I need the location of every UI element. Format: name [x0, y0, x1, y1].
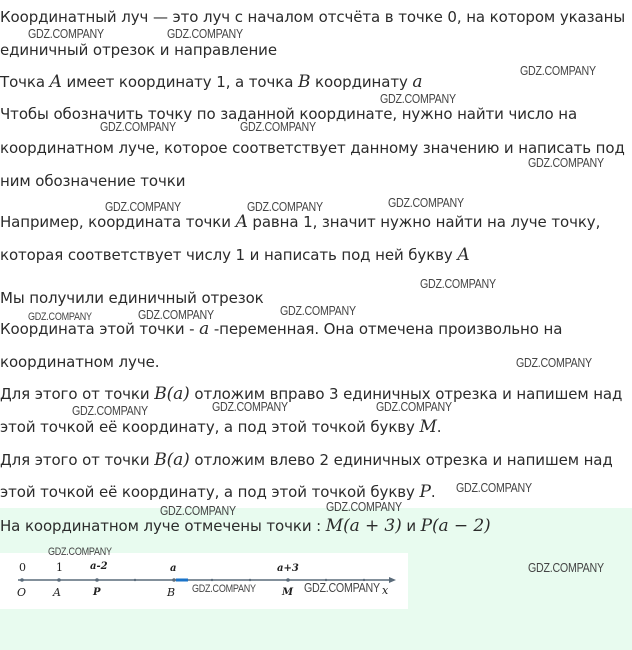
paragraph-definition: [0, 7, 625, 27]
text-fragment: Для этого от точки: [0, 451, 155, 469]
axis-label-x: x: [382, 584, 389, 597]
tick: [249, 579, 251, 581]
point-label-p: P: [93, 587, 101, 598]
text-fragment: которая соответствует числу 1 и написать под ней букву: [0, 246, 458, 264]
paragraph-text: Мы получили единичный отрезок: [0, 289, 264, 307]
watermark-text: GDZ.COMPANY: [28, 26, 104, 41]
tick: [211, 579, 213, 581]
math-variable-a: a: [412, 72, 423, 92]
point-label-a: A: [53, 586, 61, 599]
text-fragment: На координатном луче отмечены точки :: [0, 517, 326, 535]
paragraph-text: единичный отрезок и направление: [0, 41, 277, 59]
math-point-p-coord: P(a − 2): [420, 516, 491, 536]
text-fragment: отложим вправо 3 единичных отрезка и напишем над: [189, 385, 623, 403]
tick-a: [57, 578, 61, 582]
math-variable-a: a: [199, 319, 210, 339]
ray-arrow-icon: [389, 577, 396, 583]
tick-b: [172, 578, 176, 582]
watermark-text: GDZ.COMPANY: [304, 580, 380, 595]
watermark-text: GDZ.COMPANY: [192, 583, 256, 595]
point-label-o: O: [17, 586, 27, 599]
paragraph-text: Чтобы обозначить точку по заданной координате, нужно найти число на: [0, 105, 578, 123]
math-point-b-coord: B(a): [154, 450, 190, 470]
math-point-a: A: [49, 72, 62, 92]
watermark-text: GDZ.COMPANY: [456, 480, 532, 495]
watermark-text: GDZ.COMPANY: [100, 119, 176, 134]
text-fragment: Координата этой точки -: [0, 320, 200, 338]
watermark-text: GDZ.COMPANY: [138, 307, 214, 322]
text-fragment: имеет координату 1, а точка: [61, 73, 298, 91]
tick-p: [95, 578, 99, 582]
watermark-text: GDZ.COMPANY: [520, 63, 596, 78]
text-fragment: Для этого от точки: [0, 385, 155, 403]
coord-label-1: 1: [56, 561, 63, 574]
text-fragment: и: [401, 517, 421, 535]
text-fragment: Точка: [0, 73, 50, 91]
text-fragment: этой точкой её координату, а под этой точкой букву: [0, 483, 420, 501]
point-label-m: M: [282, 587, 294, 598]
coord-label-a-plus-3: a+3: [277, 563, 299, 574]
math-point-a: A: [457, 245, 470, 265]
watermark-text: GDZ.COMPANY: [420, 276, 496, 291]
watermark-text: GDZ.COMPANY: [376, 399, 452, 414]
watermark-text: GDZ.COMPANY: [72, 403, 148, 418]
text-fragment: равна 1, значит нужно найти на луче точку,: [247, 213, 601, 231]
paragraph-right-step: [0, 384, 622, 404]
paragraph-variable-cont: [0, 352, 159, 372]
watermark-text: GDZ.COMPANY: [48, 546, 112, 558]
watermark-text: GDZ.COMPANY: [105, 199, 181, 214]
watermark-text: GDZ.COMPANY: [167, 26, 243, 41]
coord-label-a-minus-2: a-2: [90, 561, 108, 572]
paragraph-definition-cont: [0, 40, 277, 60]
watermark-text: GDZ.COMPANY: [28, 311, 92, 323]
tick-o: [20, 578, 24, 582]
text-fragment: .: [430, 483, 436, 501]
paragraph-text: координатном луче.: [0, 353, 160, 371]
text-fragment: Например, координата точки: [0, 213, 236, 231]
paragraph-example-cont: [0, 245, 470, 265]
watermark-text: GDZ.COMPANY: [380, 91, 456, 106]
text-fragment: отложим влево 2 единичных отрезка и напишем над: [189, 451, 613, 469]
coord-label-a: a: [170, 563, 177, 574]
paragraph-unit-segment: [0, 288, 264, 308]
math-point-p: P: [419, 482, 431, 502]
math-point-a: A: [235, 212, 248, 232]
watermark-text: GDZ.COMPANY: [212, 399, 288, 414]
watermark-text: GDZ.COMPANY: [247, 199, 323, 214]
paragraph-right-step-cont: [0, 417, 441, 437]
math-point-b: B: [297, 72, 311, 92]
watermark-text: GDZ.COMPANY: [240, 119, 316, 134]
paragraph-example: [0, 212, 600, 232]
watermark-text: GDZ.COMPANY: [528, 155, 604, 170]
text-fragment: координату: [310, 73, 413, 91]
tick-m: [286, 578, 290, 582]
watermark-text: GDZ.COMPANY: [160, 503, 236, 518]
coord-label-0: 0: [19, 561, 26, 574]
paragraph-points: [0, 72, 422, 92]
watermark-text: GDZ.COMPANY: [388, 195, 464, 210]
watermark-text: GDZ.COMPANY: [528, 560, 604, 575]
text-fragment: -переменная. Она отмечена произвольно на: [209, 320, 563, 338]
paragraph-text: ним обозначение точки: [0, 172, 186, 190]
watermark-text: GDZ.COMPANY: [280, 303, 356, 318]
paragraph-text: координатном луче, которое соответствует данному значению и написать под: [0, 139, 625, 157]
paragraph-text: Координатный луч — это луч с началом отсчёта в точке 0, на котором указаны: [0, 8, 626, 26]
math-point-b-coord: B(a): [154, 384, 190, 404]
math-point-m-coord: M(a + 3): [325, 516, 402, 536]
tick: [134, 579, 136, 581]
point-label-b: B: [167, 586, 176, 599]
answer-text: [0, 516, 491, 536]
text-fragment: этой точкой её координату, а под этой точкой букву: [0, 418, 420, 436]
text-fragment: .: [436, 418, 442, 436]
math-point-m: M: [419, 417, 437, 437]
watermark-text: GDZ.COMPANY: [516, 355, 592, 370]
watermark-text: GDZ.COMPANY: [326, 499, 402, 514]
paragraph-rule-cont: [0, 171, 185, 191]
paragraph-left-step: [0, 450, 613, 470]
